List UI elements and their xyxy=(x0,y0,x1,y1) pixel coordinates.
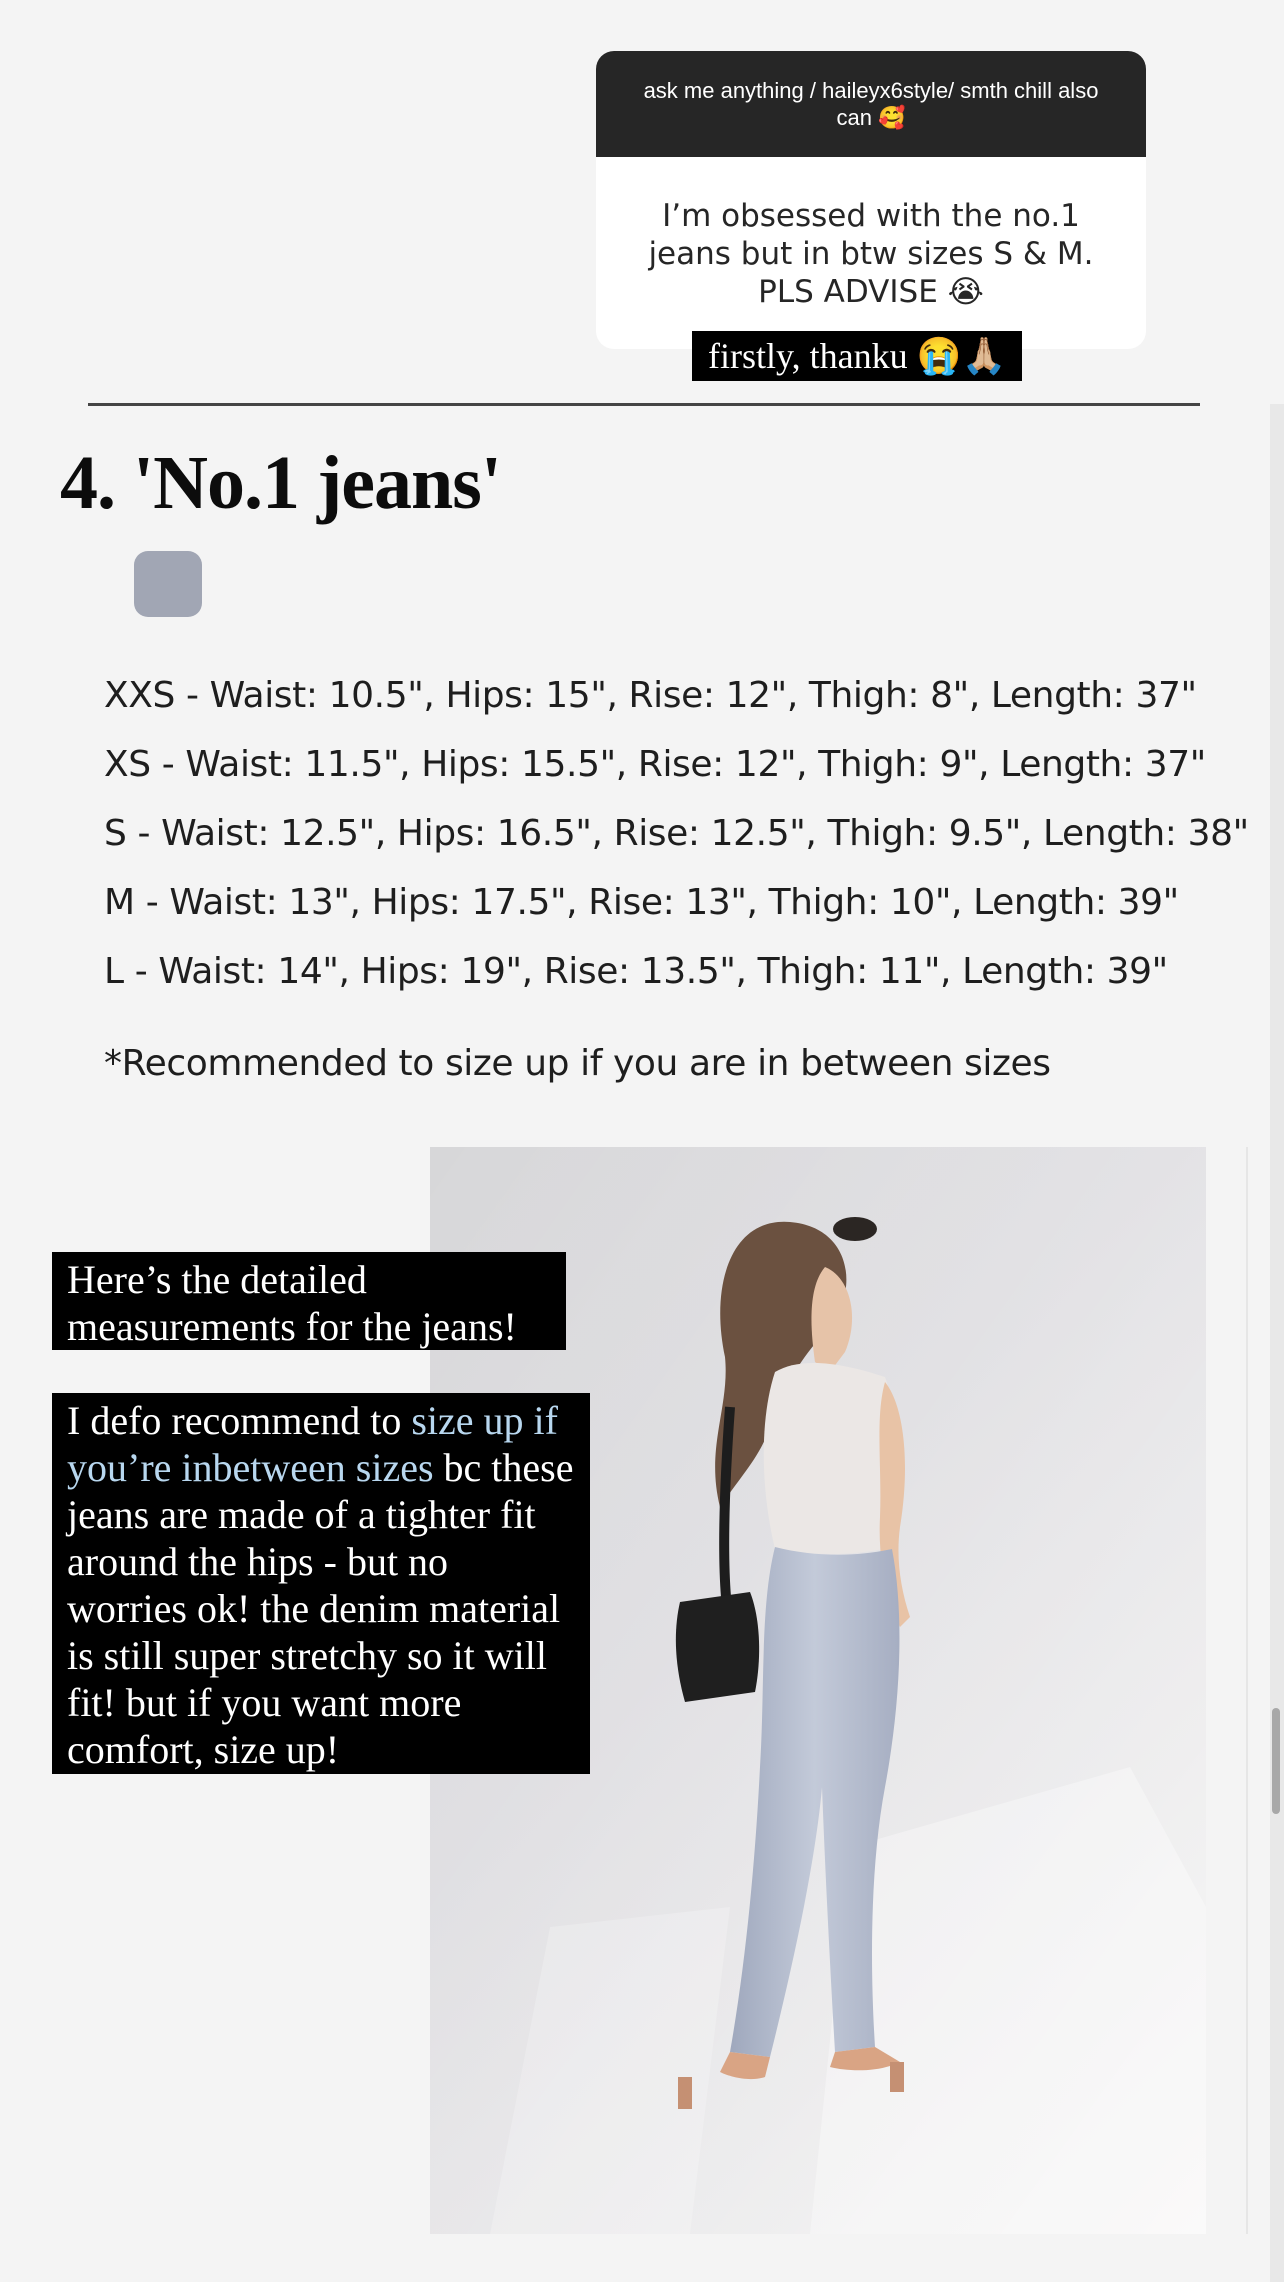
question-box-header: ask me anything / haileyx6style/ smth chill also can 🥰 xyxy=(596,51,1146,157)
product-title: 4. 'No.1 jeans' xyxy=(60,441,501,525)
scrollbar-thumb[interactable] xyxy=(1272,1708,1280,1814)
photo-edge xyxy=(1246,1147,1248,2234)
size-row-xs: XS - Waist: 11.5", Hips: 15.5", Rise: 12", Thigh: 9", Length: 37" xyxy=(104,744,1206,785)
size-row-l: L - Waist: 14", Hips: 19", Rise: 13.5", Thigh: 11", Length: 39" xyxy=(104,951,1168,992)
question-box xyxy=(596,51,1146,349)
size-chart xyxy=(104,661,1254,1006)
caption-recommendation-rest: bc these jeans are made of a tighter fit around the hips - but no worries ok! the denim material is still super stretchy so it will fit! but if you want more comfort, size up! xyxy=(67,1445,574,1772)
reply-text-tag: firstly, thanku 😭🙏🏼 xyxy=(692,331,1022,381)
question-text: I’m obsessed with the no.1 jeans but in btw sizes S & M. PLS ADVISE 😭 xyxy=(648,198,1094,310)
color-swatch[interactable] xyxy=(134,551,202,617)
caption-recommendation-text: I defo recommend to xyxy=(67,1398,412,1443)
size-row-m: M - Waist: 13", Hips: 17.5", Rise: 13", Thigh: 10", Length: 39" xyxy=(104,882,1179,923)
divider-line xyxy=(88,403,1200,406)
size-recommendation-note: *Recommended to size up if you are in between sizes xyxy=(104,1043,1051,1084)
caption-highlight: size up if you’re inbetween sizes xyxy=(67,1398,558,1490)
caption-recommendation xyxy=(52,1393,590,1774)
caption-measurements: Here’s the detailed measurements for the jeans! xyxy=(52,1252,566,1350)
scrollbar-track[interactable] xyxy=(1270,404,1284,2282)
size-row-xxs: XXS - Waist: 10.5", Hips: 15", Rise: 12", Thigh: 8", Length: 37" xyxy=(104,675,1197,716)
size-row-s: S - Waist: 12.5", Hips: 16.5", Rise: 12.5", Thigh: 9.5", Length: 38" xyxy=(104,813,1249,854)
